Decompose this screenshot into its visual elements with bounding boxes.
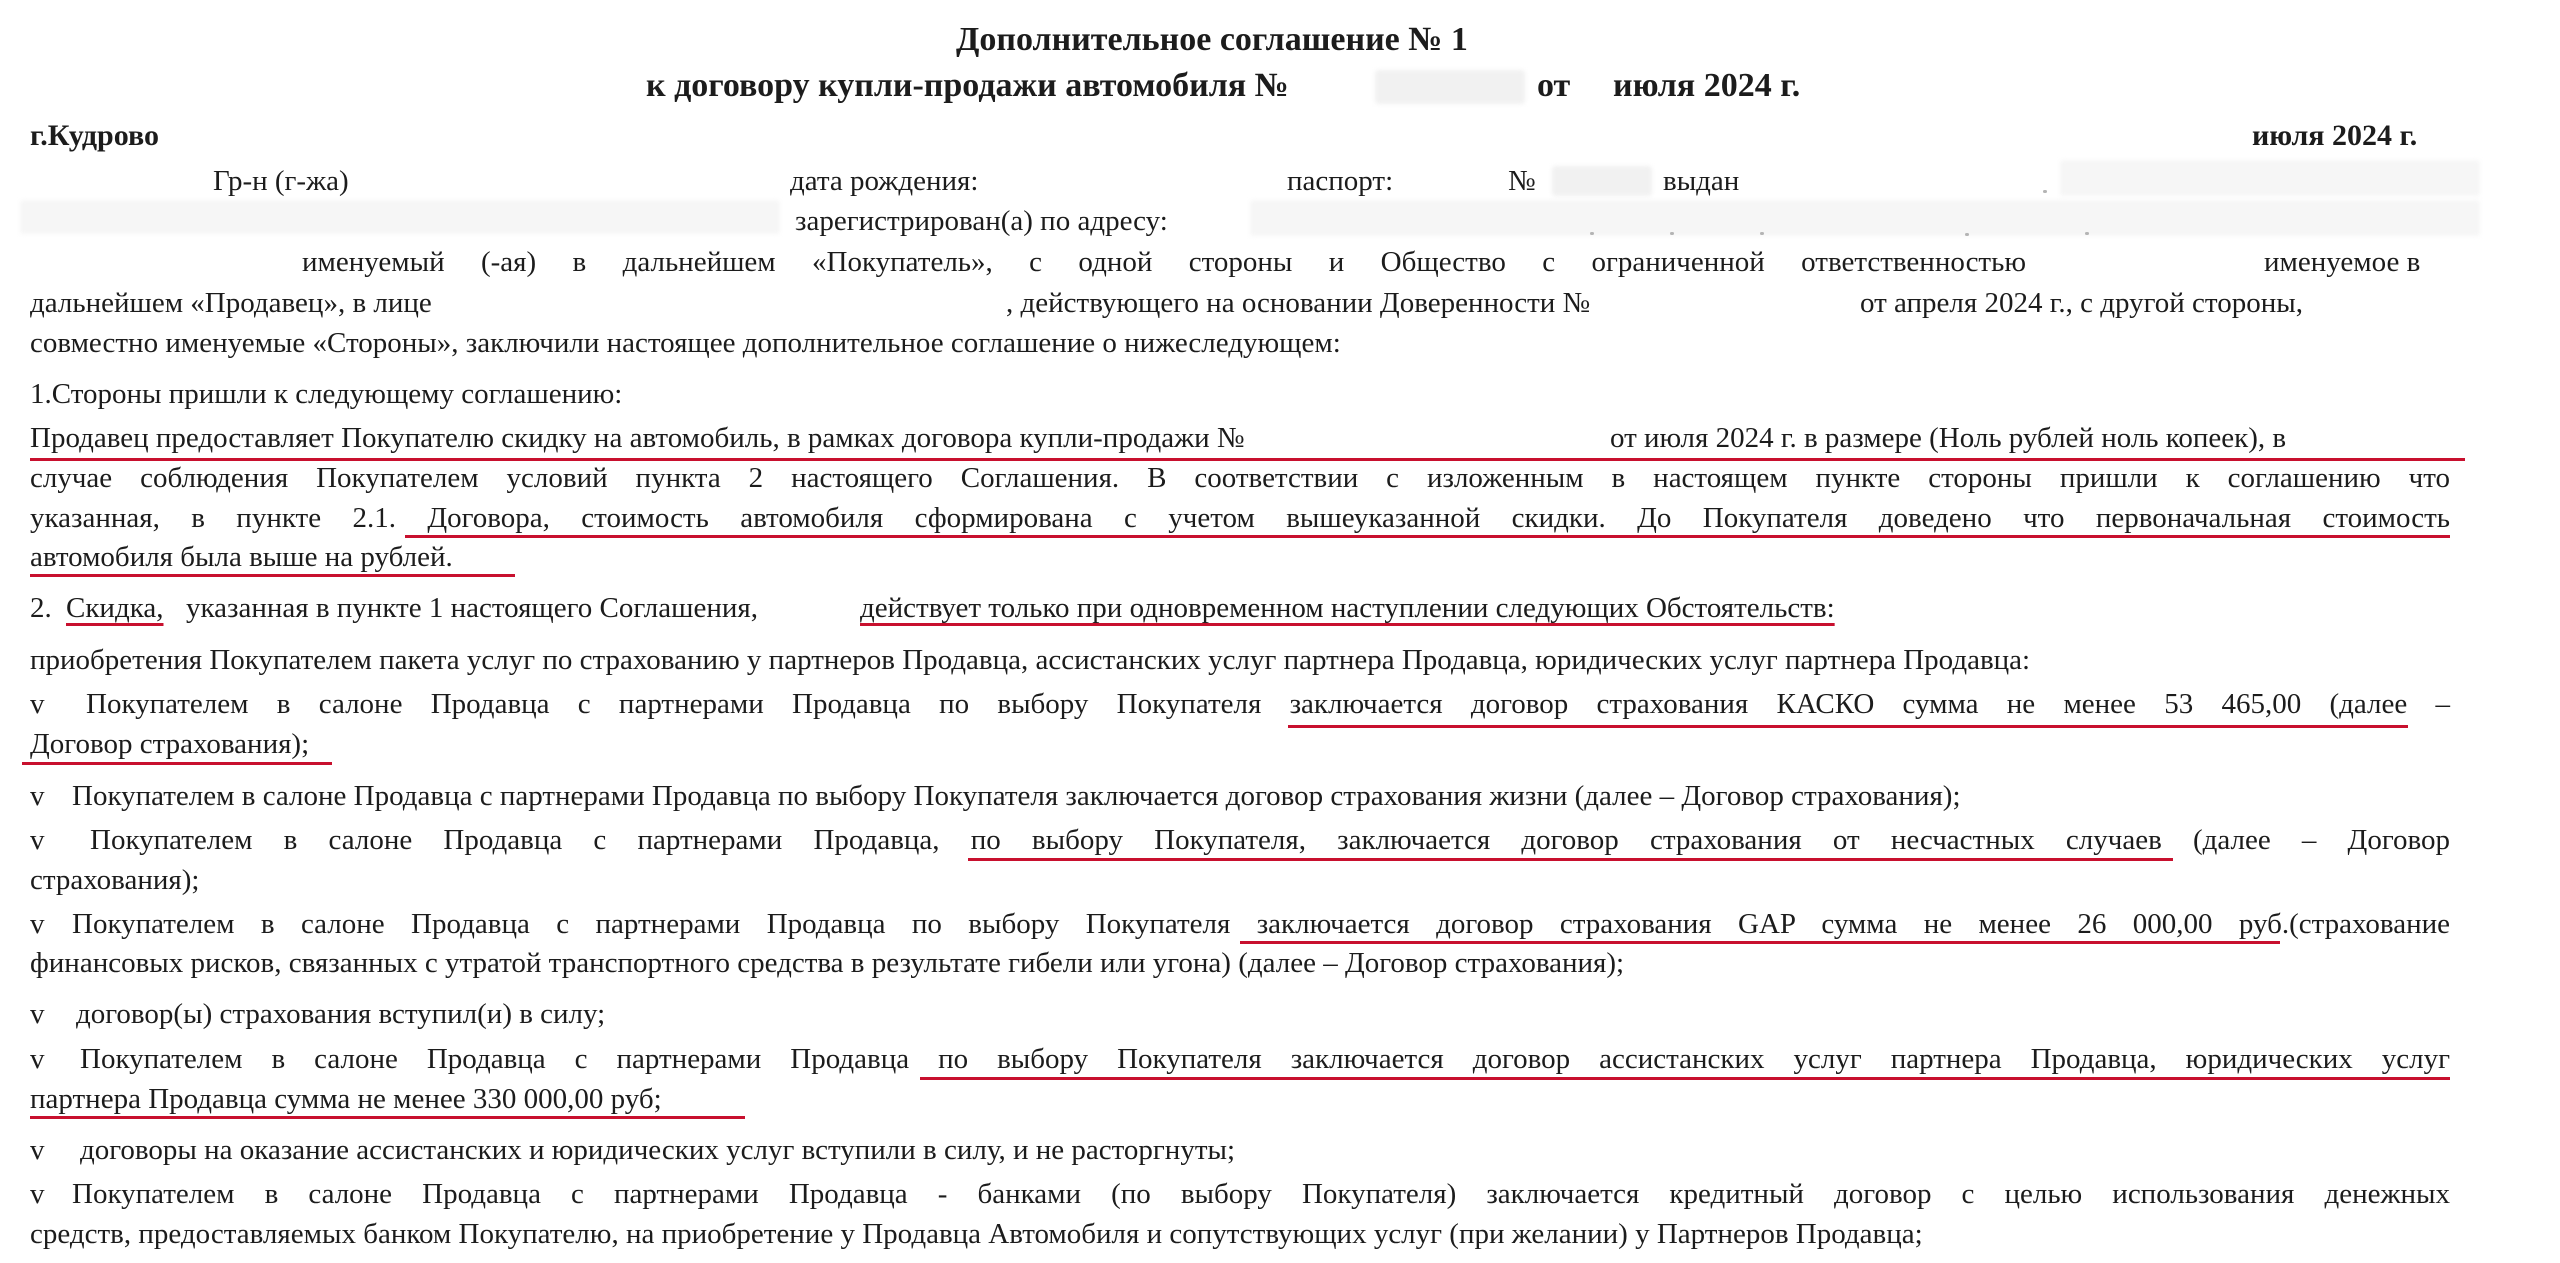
intro-line-1-tail: именуемое в: [2264, 246, 2421, 278]
red-underline: [920, 1077, 2450, 1080]
scan-speck: [1965, 233, 1969, 236]
scan-speck: [1670, 232, 1674, 235]
passport-issued-label: выдан: [1663, 165, 1740, 197]
section-1-line-1-b: от июля 2024 г. в размере (Ноль рублей ноль копеек), в: [1610, 422, 2287, 454]
red-underline: [22, 762, 332, 765]
redacted-address: [1250, 200, 2480, 236]
red-underline: [968, 858, 2173, 861]
passport-number-label: №: [1508, 165, 1536, 197]
red-underline: [405, 535, 2450, 538]
condition-5-line-1: договор(ы) страхования вступил(и) в силу;: [76, 998, 606, 1030]
section-2-line-2: приобретения Покупателем пакета услуг по страхованию у партнеров Продавца, ассистанских услуг партнера Продавца, юридических услуг партнера Продавца:: [30, 644, 2031, 676]
intro-line-3: совместно именуемые «Стороны», заключили настоящее дополнительное соглашение о нижеследующем:: [30, 327, 1341, 359]
red-underline: [30, 1116, 745, 1119]
section-1-line-1-a: Продавец предоставляет Покупателю скидку на автомобиль, в рамках договора купли-продажи №: [30, 422, 1245, 454]
bullet-v: v: [30, 1178, 45, 1210]
bullet-v: v: [30, 824, 45, 856]
document-city: г.Кудрово: [30, 119, 159, 152]
section-1-line-3: указанная, в пункте 2.1. Договора, стоимость автомобиля сформирована с учетом вышеуказанной скидки. До Покупателя доведено что первоначальная стоимость: [30, 502, 2450, 534]
bullet-v: v: [30, 780, 45, 812]
intro-line-1: именуемый (-ая) в дальнейшем «Покупатель», с одной стороны и Общество с ограниченной ответственностью: [302, 246, 2026, 278]
condition-1-line-1: Покупателем в салоне Продавца с партнерами Продавца по выбору Покупателя заключается договор страхования КАСКО сумма не менее 53 465,00 (далее –: [86, 688, 2450, 720]
intro-line-2-c: от апреля 2024 г., с другой стороны,: [1860, 287, 2303, 319]
scan-speck: [2043, 190, 2047, 193]
registered-address-label: зарегистрирован(а) по адресу:: [795, 205, 1168, 237]
section-1-line-2: случае соблюдения Покупателем условий пункта 2 настоящего Соглашения. В соответствии с изложенным в настоящем пункте стороны пришли к соглашению что: [30, 462, 2450, 494]
document-subtitle-prefix: к договору купли-продажи автомобиля №: [646, 67, 1289, 104]
intro-line-2-a: дальнейшем «Продавец», в лице: [30, 287, 432, 319]
condition-3-line-2: страхования);: [30, 864, 200, 896]
condition-2-line-1: Покупателем в салоне Продавца с партнерами Продавца по выбору Покупателя заключается договор страхования жизни (далее – Договор страхования);: [72, 780, 1961, 812]
redacted-issuer: [2060, 160, 2480, 196]
document-subtitle-from: от: [1537, 67, 1571, 104]
condition-8-line-1: Покупателем в салоне Продавца с партнерами Продавца - банками (по выбору Покупателя) заключается кредитный договор с целью использования денежных: [72, 1178, 2450, 1210]
redacted-passport-number: [1552, 166, 1652, 196]
bullet-v: v: [30, 908, 45, 940]
bullet-v: v: [30, 1043, 45, 1075]
scan-speck: [2085, 232, 2089, 235]
condition-8-line-2: средств, предоставляемых банком Покупателю, на приобретение у Продавца Автомобиля и сопутствующих услуг (при желании) у Партнеров Продавца;: [30, 1218, 1923, 1250]
passport-label: паспорт:: [1287, 165, 1394, 197]
buyer-label: Гр-н (г-жа): [213, 165, 349, 197]
section-2-number: 2.: [30, 592, 52, 624]
bullet-v: v: [30, 1134, 45, 1166]
condition-3-line-1: Покупателем в салоне Продавца с партнерами Продавца, по выбору Покупателя, заключается договор страхования от несчастных случаев (далее – Договор: [90, 824, 2450, 856]
scan-speck: [1590, 232, 1594, 235]
section-1-line-4: автомобиля была выше на рублей.: [30, 541, 453, 573]
condition-1-line-2: Договор страхования);: [30, 728, 310, 760]
redacted-contract-number: [1375, 70, 1525, 104]
condition-6-line-1: Покупателем в салоне Продавца с партнерами Продавца по выбору Покупателя заключается договор ассистанских услуг партнера Продавца, юридических услуг: [80, 1043, 2450, 1075]
section-2-condition: действует только при одновременном наступлении следующих Обстоятельств:: [860, 592, 1835, 624]
document-subtitle-date: июля 2024 г.: [1613, 67, 1801, 104]
condition-4-line-2: финансовых рисков, связанных с утратой транспортного средства в результате гибели или угона) (далее – Договор страхования);: [30, 947, 1625, 979]
intro-line-2-b: , действующего на основании Доверенности №: [1006, 287, 1591, 319]
section-2-discount: Скидка,: [66, 592, 164, 624]
condition-6-line-2: партнера Продавца сумма не менее 330 000,00 руб;: [30, 1083, 662, 1115]
red-underline: [1240, 941, 2280, 944]
section-1-heading: 1.Стороны пришли к следующему соглашению:: [30, 378, 623, 410]
bullet-v: v: [30, 998, 45, 1030]
redacted-buyer-name: [20, 200, 780, 234]
red-underline: [1288, 725, 2408, 728]
scan-speck: [1760, 232, 1764, 235]
red-underline: [30, 574, 515, 577]
birth-date-label: дата рождения:: [790, 165, 979, 197]
condition-4-line-1: Покупателем в салоне Продавца с партнерами Продавца по выбору Покупателя заключается договор страхования GAP сумма не менее 26 000,00 руб.(страхование: [72, 908, 2450, 940]
bullet-v: v: [30, 688, 45, 720]
section-2-reference: указанная в пункте 1 настоящего Соглашения,: [186, 592, 758, 624]
document-date: июля 2024 г.: [2252, 119, 2418, 152]
document-title: Дополнительное соглашение № 1: [956, 21, 1468, 58]
condition-7-line-1: договоры на оказание ассистанских и юридических услуг вступили в силу, и не расторгнуты;: [80, 1134, 1236, 1166]
